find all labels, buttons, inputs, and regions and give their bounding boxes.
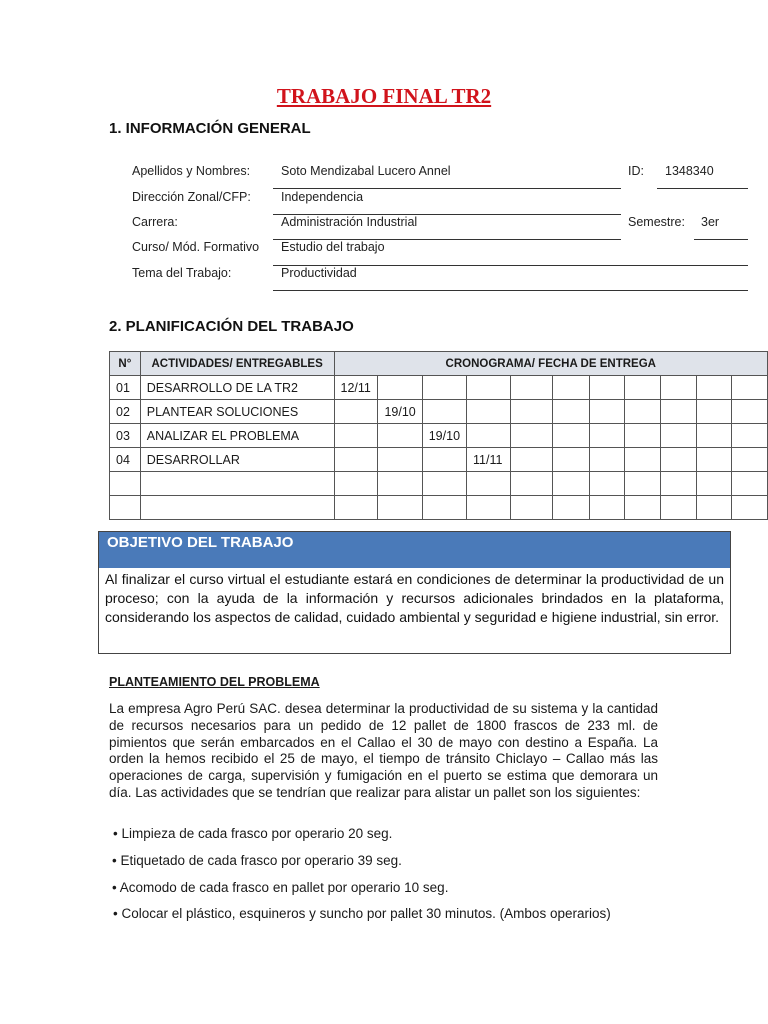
- schedule-cell: [510, 448, 552, 472]
- col-header-activities: ACTIVIDADES/ ENTREGABLES: [140, 352, 334, 376]
- value-nombres: Soto Mendizabal Lucero Annel: [281, 164, 451, 178]
- underline-direccion: [273, 214, 621, 215]
- schedule-cell: [661, 472, 697, 496]
- schedule-cell: [553, 472, 590, 496]
- schedule-cell: [696, 448, 732, 472]
- schedule-cell: [378, 376, 422, 400]
- col-header-num: N°: [110, 352, 141, 376]
- schedule-cell: [625, 472, 661, 496]
- row-number: 04: [110, 448, 141, 472]
- schedule-cell: [378, 448, 422, 472]
- schedule-cell: [422, 376, 466, 400]
- schedule-cell: [467, 376, 511, 400]
- schedule-cell: [334, 496, 378, 520]
- label-id: ID:: [628, 164, 644, 178]
- row-number: [110, 496, 141, 520]
- planning-table-body: [110, 376, 768, 520]
- list-item-limpieza: • Limpieza de cada frasco por operario 20 seg.: [113, 826, 393, 841]
- schedule-cell: [696, 472, 732, 496]
- schedule-cell: [732, 424, 768, 448]
- list-item-acomodo: • Acomodo de cada frasco en pallet por operario 10 seg.: [112, 880, 449, 895]
- problem-heading: PLANTEAMIENTO DEL PROBLEMA: [109, 675, 320, 689]
- schedule-cell: [334, 424, 378, 448]
- table-row: [110, 400, 768, 424]
- schedule-cell: [422, 496, 466, 520]
- schedule-cell: [589, 496, 625, 520]
- row-number: 01: [110, 376, 141, 400]
- schedule-cell: [625, 400, 661, 424]
- schedule-cell: [334, 400, 378, 424]
- schedule-cell: [625, 376, 661, 400]
- list-item-plastico: • Colocar el plástico, esquineros y suncho por pallet 30 minutos. (Ambos operarios): [113, 906, 611, 921]
- document-title: TRABAJO FINAL TR2: [276, 84, 492, 108]
- value-semestre: 3er: [701, 215, 720, 229]
- table-row: [110, 448, 768, 472]
- label-tema: Tema del Trabajo:: [132, 266, 232, 280]
- schedule-cell: [589, 424, 625, 448]
- row-number: [110, 472, 141, 496]
- schedule-cell: [732, 376, 768, 400]
- value-id: 1348340: [665, 164, 714, 178]
- schedule-cell: [553, 448, 590, 472]
- row-activity: DESARROLLO DE LA TR2: [140, 376, 334, 400]
- schedule-cell: [422, 472, 466, 496]
- schedule-cell: [467, 400, 511, 424]
- schedule-cell: 12/11: [334, 376, 378, 400]
- row-activity: PLANTEAR SOLUCIONES: [140, 400, 334, 424]
- list-item-etiquetado: • Etiquetado de cada frasco por operario 39 seg.: [112, 853, 402, 868]
- problem-text: La empresa Agro Perú SAC. desea determinar la productividad de su sistema y la cantidad de recursos necesarios para un pedido de 12 pallet de 1800 frascos de 233 ml. de pimientos que serán embarcados en el Callao el 30 de mayo con destino a España. La orden la hemos recibido el 25 de mayo, el tiempo de tránsito Chiclayo – Callao más las operaciones de carga, supervisión y fumigación en el puerto se estima que demorara un día. Las actividades que se tendrían que realizar para alistar un pallet son los siguientes:: [109, 701, 658, 800]
- schedule-cell: [422, 448, 466, 472]
- schedule-cell: [378, 496, 422, 520]
- col-header-schedule: CRONOGRAMA/ FECHA DE ENTREGA: [334, 352, 768, 376]
- schedule-cell: [732, 472, 768, 496]
- schedule-cell: [696, 400, 732, 424]
- row-activity: ANALIZAR EL PROBLEMA: [140, 424, 334, 448]
- schedule-cell: [661, 376, 697, 400]
- schedule-cell: [696, 496, 732, 520]
- label-nombres: Apellidos y Nombres:: [132, 164, 251, 178]
- schedule-cell: [696, 424, 732, 448]
- value-tema: Productividad: [281, 266, 357, 280]
- planning-table: [109, 351, 768, 520]
- schedule-cell: [589, 376, 625, 400]
- table-row: [110, 472, 768, 496]
- schedule-cell: [661, 448, 697, 472]
- schedule-cell: [732, 496, 768, 520]
- schedule-cell: [510, 400, 552, 424]
- schedule-cell: 19/10: [422, 424, 466, 448]
- schedule-cell: 11/11: [467, 448, 511, 472]
- row-number: 03: [110, 424, 141, 448]
- schedule-cell: [334, 472, 378, 496]
- schedule-cell: [510, 424, 552, 448]
- underline-nombres: [273, 188, 621, 189]
- schedule-cell: [625, 496, 661, 520]
- row-activity: DESARROLLAR: [140, 448, 334, 472]
- schedule-cell: [467, 472, 511, 496]
- schedule-cell: [553, 496, 590, 520]
- schedule-cell: [553, 424, 590, 448]
- schedule-cell: [589, 448, 625, 472]
- underline-semestre: [694, 239, 748, 240]
- value-curso: Estudio del trabajo: [281, 240, 385, 254]
- schedule-cell: [589, 472, 625, 496]
- schedule-cell: [589, 400, 625, 424]
- objective-heading: OBJETIVO DEL TRABAJO: [99, 532, 730, 568]
- underline-tema: [273, 290, 748, 291]
- label-carrera: Carrera:: [132, 215, 178, 229]
- objective-text: Al finalizar el curso virtual el estudiante estará en condiciones de determinar la productividad de un proceso; con la ayuda de la información y recursos adicionales brindados en la plataforma, considerando los aspectos de calidad, cuidado ambiental y seguridad e higiene industrial, sin error.: [105, 571, 724, 625]
- value-carrera: Administración Industrial: [281, 215, 418, 229]
- section-heading-planning: 2. PLANIFICACIÓN DEL TRABAJO: [109, 318, 354, 335]
- schedule-cell: [510, 496, 552, 520]
- schedule-cell: [625, 424, 661, 448]
- objective-box: [98, 531, 731, 654]
- table-row: [110, 496, 768, 520]
- schedule-cell: [467, 424, 511, 448]
- schedule-cell: [661, 400, 697, 424]
- schedule-cell: [625, 448, 661, 472]
- row-activity: [140, 496, 334, 520]
- label-direccion: Dirección Zonal/CFP:: [132, 190, 251, 204]
- schedule-cell: [378, 472, 422, 496]
- schedule-cell: [732, 448, 768, 472]
- schedule-cell: [553, 400, 590, 424]
- schedule-cell: [334, 448, 378, 472]
- schedule-cell: [553, 376, 590, 400]
- schedule-cell: 19/10: [378, 400, 422, 424]
- schedule-cell: [661, 424, 697, 448]
- schedule-cell: [378, 424, 422, 448]
- schedule-cell: [696, 376, 732, 400]
- schedule-cell: [661, 496, 697, 520]
- label-semestre: Semestre:: [628, 215, 685, 229]
- schedule-cell: [732, 400, 768, 424]
- schedule-cell: [510, 472, 552, 496]
- underline-id: [657, 188, 748, 189]
- schedule-cell: [510, 376, 552, 400]
- section-heading-general-info: 1. INFORMACIÓN GENERAL: [109, 120, 311, 137]
- schedule-cell: [467, 496, 511, 520]
- schedule-cell: [422, 400, 466, 424]
- table-row: [110, 424, 768, 448]
- row-number: 02: [110, 400, 141, 424]
- value-direccion: Independencia: [281, 190, 364, 204]
- table-row: [110, 376, 768, 400]
- label-curso: Curso/ Mód. Formativo: [132, 240, 260, 254]
- row-activity: [140, 472, 334, 496]
